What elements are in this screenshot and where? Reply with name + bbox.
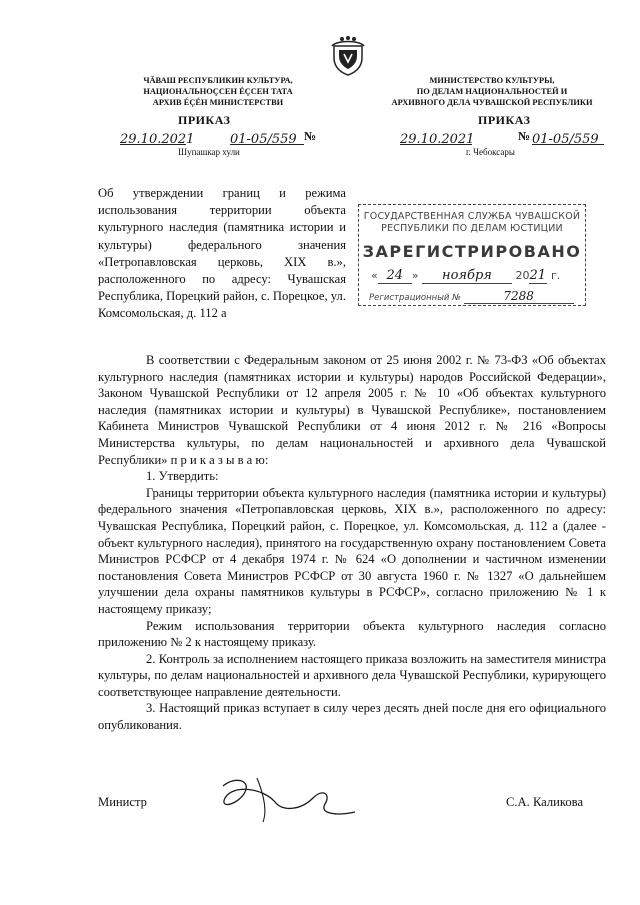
stamp-reg-number: 7288: [464, 289, 574, 304]
preamble-paragraph: В соответствии с Федеральным законом от 25 июня 2002 г. № 73-ФЗ «Об объектах культурного наследия (памятниках истории и культуры) народов Российской Федерации», Законом Чувашской Республики от 12 апреля 2005 г. № 10 «Об объектах культурного наследия (памятниках истории и культуры) в Чувашской Республике», постановлением Кабинета Министров Чувашской Республики от 4 июня 2012 г. № 216 «Вопросы Министерства культуры, по делам национальностей и архивного дела Чувашской Республики» п р и к а з ы в а ю:: [98, 353, 606, 467]
header-line: АРХИВ ÉÇÉН МИНИСТЕРСТВИ: [152, 98, 284, 107]
stamp-year-prefix: 20: [515, 269, 530, 282]
handwritten-date: 29.10.2021: [400, 132, 475, 147]
stamp-year-suffix: 21: [529, 268, 547, 283]
header-line: МИНИСТЕРСТВО КУЛЬТУРЫ,: [429, 76, 555, 85]
order-number-left: [230, 130, 304, 145]
item-1-regime: Режим использования территории объекта культурного наследия согласно приложению № 2 к настоящему приказу.: [98, 618, 606, 650]
order-title-left: ПРИКАЗ: [178, 113, 231, 127]
order-date-left: [120, 130, 195, 147]
handwritten-number: 01-05/559: [532, 132, 599, 147]
order-date-right: [400, 130, 475, 147]
stamp-date: « 24 » ноября 2021 г.: [371, 268, 561, 283]
item-3-effective: 3. Настоящий приказ вступает в силу через десять дней после дня его официального опубликования.: [98, 701, 606, 733]
order-title-right: ПРИКАЗ: [478, 113, 531, 127]
registration-stamp: [358, 204, 586, 306]
ministry-header-russian: [372, 75, 612, 108]
handwritten-signature: [205, 768, 375, 828]
chuvash-coat-of-arms-icon: [330, 32, 366, 76]
stamp-authority: [359, 211, 585, 235]
header-line: ПО ДЕЛАМ НАЦИОНАЛЬНОСТЕЙ И: [416, 87, 568, 96]
stamp-month: ноября: [422, 268, 512, 284]
number-sign: №: [304, 129, 317, 143]
stamp-day: 24: [378, 268, 412, 284]
city-right: г. Чебоксары: [466, 147, 515, 157]
order-subject: Об утверждении границ и режима использования территории объекта культурного наследия (памятника истории и культуры) федерального значения «Петропавловская церковь, XIX в.», расположенного по адресу: Чувашская Республика, Порецкий район, с. Порецкое, ул. Комсомольская, д. 112 а: [98, 186, 346, 321]
stamp-reg-label: Регистрационный №: [369, 293, 461, 303]
stamp-line: РЕСПУБЛИКИ ПО ДЕЛАМ ЮСТИЦИИ: [381, 223, 563, 234]
number-sign: №: [518, 129, 531, 143]
handwritten-date: 29.10.2021: [120, 132, 195, 147]
item-2-control: 2. Контроль за исполнением настоящего приказа возложить на заместителя министра культуры, по делам национальностей и архивного дела Чувашской Республики, курирующего соответствующее направление деятельности.: [98, 651, 606, 699]
order-number-right: [532, 130, 604, 145]
order-body: [98, 352, 606, 734]
stamp-line: ГОСУДАРСТВЕННАЯ СЛУЖБА ЧУВАШСКОЙ: [363, 211, 581, 222]
city-left: Шупашкар хули: [178, 147, 240, 157]
stamp-status: ЗАРЕГИСТРИРОВАНО: [362, 242, 582, 261]
header-line: НАЦИОНАЛЬНОÇСЕН ÉÇСЕН ТАТА: [143, 87, 293, 96]
signatory-title: Министр: [98, 795, 147, 809]
ministry-header-chuvash: [118, 75, 318, 108]
item-1-boundaries: Границы территории объекта культурного наследия (памятника истории и культуры) федерального значения «Петропавловская церковь, XIX в.», расположенного по адресу: Чувашская Республика, Порецкий район, с. Порецкое, ул. Комсомольская, д. 112 а (далее - объект культурного наследия), принятого на государственную охрану постановлением Совета Министров РСФСР от 4 декабря 1974 г. № 624 «О дополнении и частичном изменении постановления Совета Министров РСФСР от 30 августа 1960 г. № 1327 «О дальнейшем улучшении дела охраны памятников культуры в РСФСР», согласно приложению № 1 к настоящему приказу;: [98, 485, 606, 616]
header-line: ЧĂВАШ РЕСПУБЛИКИН КУЛЬТУРА,: [143, 76, 293, 85]
stamp-registration: [369, 289, 574, 304]
stamp-year-end: г.: [550, 269, 561, 282]
item-1-heading: 1. Утвердить:: [146, 469, 219, 484]
signatory-name: С.А. Каликова: [506, 795, 584, 809]
header-line: АРХИВНОГО ДЕЛА ЧУВАШСКОЙ РЕСПУБЛИКИ: [391, 98, 593, 107]
handwritten-number: 01-05/559: [230, 132, 297, 147]
